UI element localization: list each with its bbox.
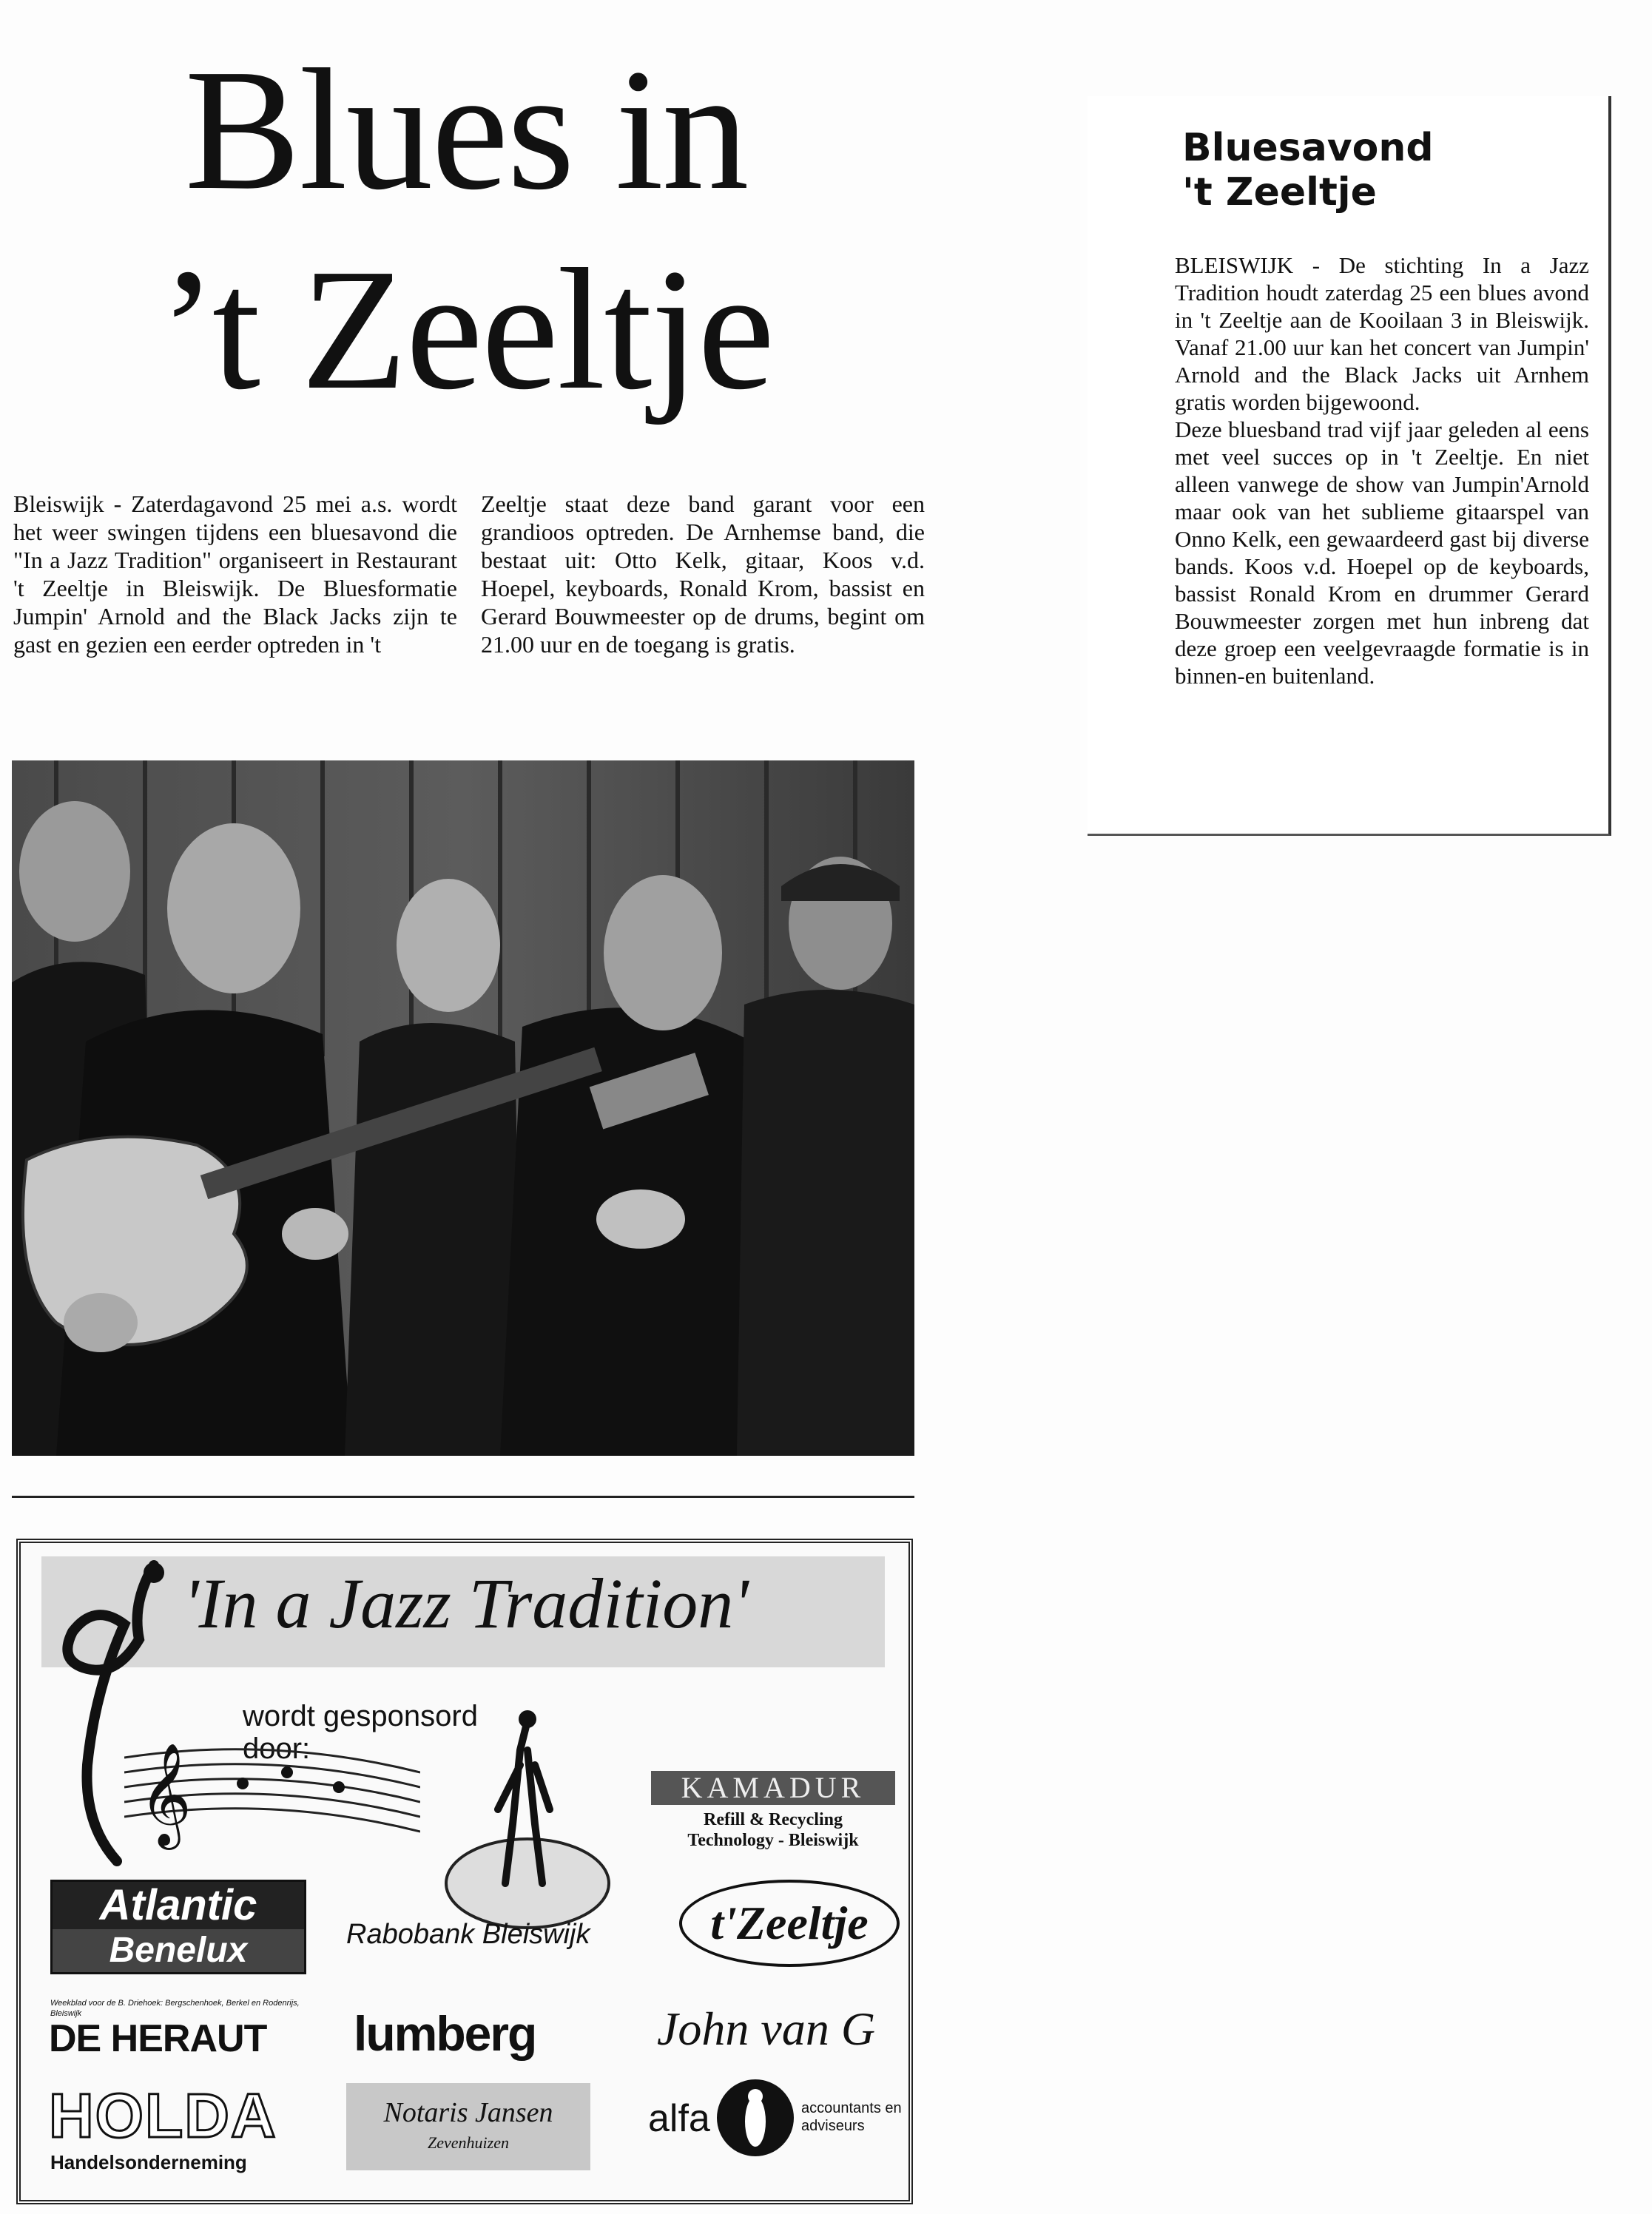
zeeltje-logo: t'Zeeltje xyxy=(679,1880,900,1967)
john-van-g-logo: John van G xyxy=(657,2002,876,2055)
ad-title: 'In a Jazz Tradition' xyxy=(183,1564,749,1643)
lumberg-logo: lumberg xyxy=(354,2006,536,2061)
alfa-subtitle: accountants en adviseurs xyxy=(801,2100,902,2134)
clipping-title-line-1: Bluesavond xyxy=(1182,126,1434,170)
clipping-title-line-2: 't Zeeltje xyxy=(1182,170,1377,215)
article-column-1: Bleiswijk - Zaterdagavond 25 mei a.s. wordt het weer swingen tijdens een bluesavond die "In a Jazz Tradition" organiseert in Restaurant 't Zeeltje in Bleiswijk. De Bluesformatie Jumpin' Arnold and the Black Jacks zijn te gast en gezien een eerder optreden in 't xyxy=(13,490,457,658)
headline-line-2: ’t Zeeltje xyxy=(158,233,774,425)
notaris-place: Zevenhuizen xyxy=(428,2133,509,2152)
rabobank-logo: Rabobank Bleiswijk xyxy=(346,1919,590,1950)
clipping-paragraph-2: Deze bluesband trad vijf jaar geleden al eens met veel succes op in 't Zeeltje. En niet alleen vanwege de show van Jumpin'Arnold maar ook van het sublieme gitaarspel van Onno Kelk, een gewaardeerd gast bij diverse bands. Koos v.d. Hoepel op de keyboards, bassist Ronald Krom en drummer Gerard Bouwmeester zorgen met hun inbreng dat deze groep een veelgevraagde formatie is in binnen-en buitenland. xyxy=(1175,416,1589,689)
sponsor-intro: wordt gesponsord door: xyxy=(243,1700,478,1765)
svg-text:𝄞: 𝄞 xyxy=(139,1743,192,1846)
article-headline xyxy=(15,30,917,429)
headline-line-1: Blues in xyxy=(184,33,748,226)
heraut-tagline: Weekblad voor de B. Driehoek: Bergschenhoek, Berkel en Rodenrijs, Bleiswijk xyxy=(50,1999,300,2018)
clipping-title xyxy=(1182,126,1434,215)
kamadur-subtitle: Refill & Recycling Technology - Bleiswijk xyxy=(687,1810,859,1850)
clipping-paragraph-1: BLEISWIJK - De stichting In a Jazz Tradition houdt zaterdag 25 een blues avond in 't Zeeltje aan de Kooilaan 3 in Bleiswijk. Vanaf 21.00 uur kan het concert van Jumpin' Arnold and the Black Jacks uit Arnhem gratis worden bijgewoond. xyxy=(1175,252,1589,415)
notaris-name: Notaris Jansen xyxy=(383,2097,553,2128)
atlantic-logo-line-1: Atlantic xyxy=(53,1882,304,1929)
notaris-logo xyxy=(346,2083,590,2170)
sponsor-ad xyxy=(16,1539,913,2204)
article-column-2: Zeeltje staat deze band garant voor een grandioos optreden. De Arnhemse band, die bestaat uit: Otto Kelk, gitaar, Koos v.d. Hoepel, keyboards, Ronald Krom, bassist en Gerard Bouwmeester op de drums, begint om 21.00 uur en de toegang is gratis. xyxy=(481,490,925,658)
statue-clock-icon xyxy=(442,1706,613,1935)
atlantic-logo xyxy=(50,1880,306,1974)
alfa-logo: alfa xyxy=(648,2097,710,2140)
band-photo xyxy=(12,760,914,1456)
holda-subtitle: Handelsonderneming xyxy=(50,2151,247,2173)
atlantic-logo-line-2: Benelux xyxy=(53,1929,304,1972)
holda-logo: HOLDA xyxy=(49,2081,277,2150)
music-staff-icon xyxy=(124,1728,420,1861)
clipping-body xyxy=(1175,252,1589,689)
section-divider xyxy=(12,1496,914,1498)
band-photo-image xyxy=(12,760,914,1456)
heraut-logo: DE HERAUT xyxy=(49,2017,267,2060)
alfa-emblem-icon xyxy=(715,2077,796,2159)
kamadur-logo: KAMADUR xyxy=(651,1771,895,1805)
news-clipping xyxy=(1088,96,1611,836)
